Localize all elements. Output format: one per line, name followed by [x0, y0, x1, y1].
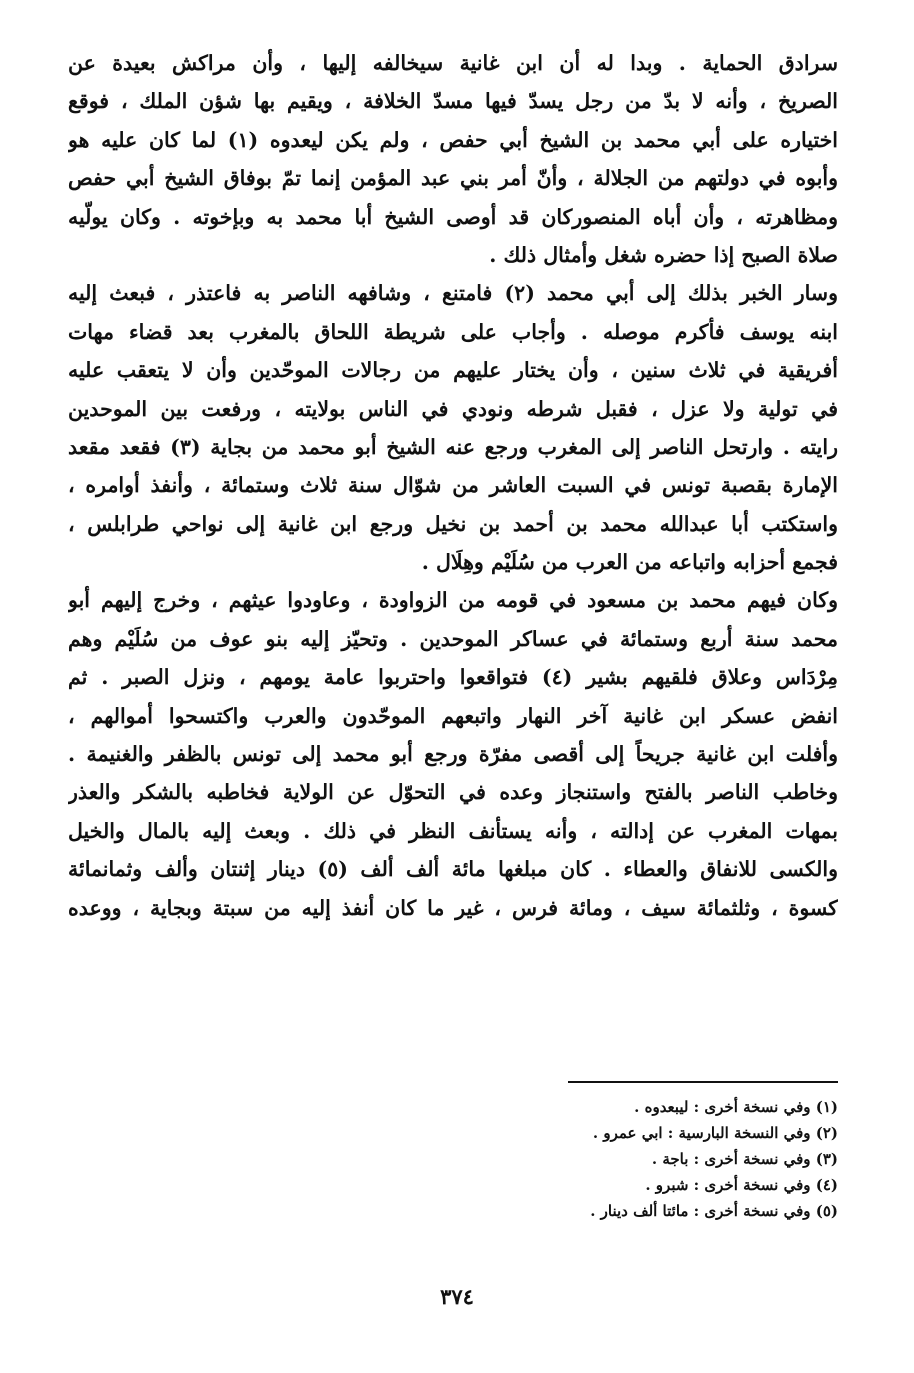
- body-line-12: الإمارة بقصبة تونس في السبت العاشر من شوّال سنة ثلاث وستمائة ، وأنفذ أوامره ،: [68, 473, 838, 498]
- body-line-14: فجمع أحزابه واتباعه من العرب من سُلَيْم وهِلَال .: [421, 550, 838, 575]
- body-line-9: أفريقية في ثلاث سنين ، وأن يختار عليهم من رجالات الموحّدين وأن لا يتعقب عليه: [68, 358, 838, 383]
- body-line-19: وأفلت ابن غانية جريحاً إلى أقصى مفرّة ورجع أبو محمد إلى تونس بالظفر والغنيمة .: [68, 742, 838, 767]
- footnote-divider: [568, 1081, 838, 1083]
- footnote-3: (٣) وفي نسخة أخرى : باجة .: [651, 1150, 838, 1168]
- main-text: [68, 44, 838, 927]
- body-line-7: وسار الخبر بذلك إلى أبي محمد (٢) فامتنع ، وشافهه الناصر به فاعتذر ، فبعث إليه: [68, 281, 838, 306]
- body-line-6: صلاة الصبح إذا حضره شغل وأمثال ذلك .: [489, 242, 838, 267]
- body-line-23: كسوة ، وثلثمائة سيف ، ومائة فرس ، غير ما كان أنفذ إليه من سبتة وبجاية ، ووعده: [68, 895, 838, 920]
- body-line-10: في تولية ولا عزل ، فقبل شرطه ونودي في الناس بولايته ، ورفعت بين الموحدين: [68, 396, 838, 421]
- body-line-5: ومظاهرته ، وأن أباه المنصوركان قد أوصى الشيخ أبا محمد به وبإخوته . وكان يولّيه: [68, 204, 838, 229]
- body-line-16: محمد سنة أربع وستمائة في عساكر الموحدين . وتحيّز إليه بنو عوف من سُلَيْم وهم: [68, 626, 838, 651]
- body-line-15: وكان فيهم محمد بن مسعود في قومه من الزواودة ، وعاودوا عيثهم ، وخرج إليهم أبو: [68, 588, 838, 613]
- body-line-13: واستكتب أبا عبدالله محمد بن أحمد بن نخيل ورجع ابن غانية إلى نواحي طرابلس ،: [68, 511, 838, 536]
- body-line-3: اختياره على أبي محمد بن الشيخ أبي حفص ، ولم يكن ليعدوه (١) لما كان عليه هو: [68, 127, 838, 152]
- body-line-2: الصريخ ، وأنه لا بدّ من رجل يسدّ فيها مسدّ الخلافة ، ويقيم بها شؤن الملك ، فوقع: [68, 89, 838, 114]
- body-line-18: انفض عسكر ابن غانية آخر النهار واتبعهم الموحّدون والعرب واكتسحوا أموالهم ،: [68, 703, 838, 728]
- body-line-17: مِرْدَاس وعلاق فلقيهم بشير (٤) فتواقعوا واحتربوا عامة يومهم ، ونزل الصبر . ثم: [68, 665, 838, 690]
- footnote-4: (٤) وفي نسخة أخرى : شبرو .: [645, 1176, 838, 1194]
- body-line-11: رايته . وارتحل الناصر إلى المغرب ورجع عنه الشيخ أبو محمد من بجاية (٣) فقعد مقعد: [68, 434, 838, 459]
- body-line-20: وخاطب الناصر بالفتح واستنجاز وعده في التحوّل عن الولاية فخاطبه بالشكر والعذر: [68, 780, 838, 805]
- body-line-1: سرادق الحماية . وبدا له أن ابن غانية سيخالفه إليها ، وأن مراكش بعيدة عن: [68, 51, 838, 75]
- body-line-21: بمهات المغرب عن إدالته ، وأنه يستأنف النظر في ذلك . وبعث إليه بالمال والخيل: [68, 818, 838, 843]
- page-number: ٣٧٤: [440, 1284, 474, 1309]
- body-line-8: ابنه يوسف فأكرم موصله . وأجاب على شريطة اللحاق بالمغرب بعد قضاء مهات: [68, 319, 838, 344]
- footnotes: [420, 1094, 838, 1224]
- footnote-5: (٥) وفي نسخة أخرى : مائتا ألف دينار .: [590, 1202, 838, 1220]
- body-line-4: وأبوه في دولتهم من الجلالة ، وأنّ أمر بني عبد المؤمن إنما تمّ بوفاق الشيخ أبي حفص: [68, 166, 838, 191]
- body-line-22: والكسى للانفاق والعطاء . كان مبلغها مائة ألف ألف (٥) دينار إثنتان وألف وثمانمائة: [68, 857, 838, 882]
- footnote-1: (١) وفي نسخة أخرى : ليبعدوه .: [634, 1098, 838, 1116]
- footnote-2: (٢) وفي النسخة البارسية : ابي عمرو .: [592, 1124, 838, 1142]
